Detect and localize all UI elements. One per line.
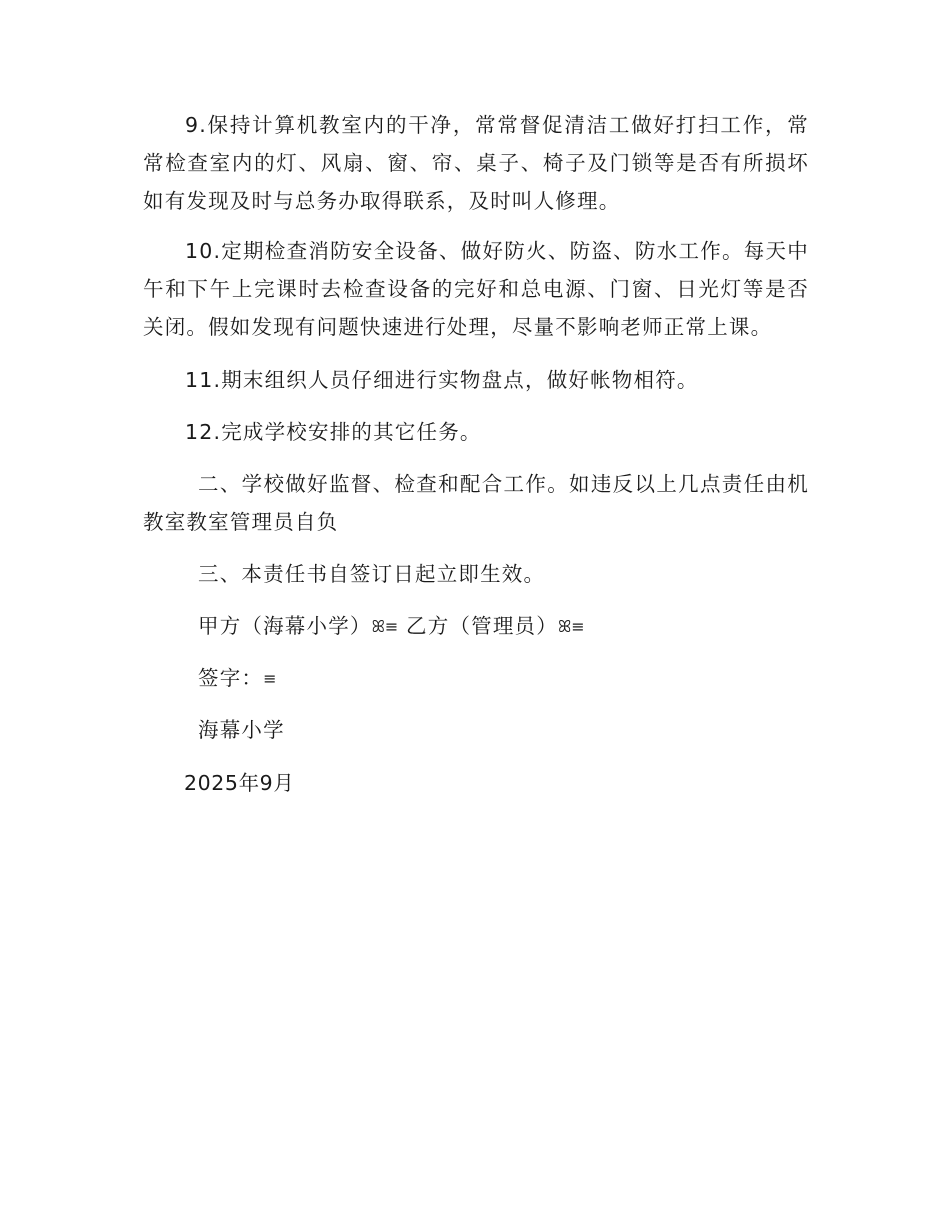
clause-12: 12.完成学校安排的其它任务。: [185, 420, 482, 444]
document-date: 2025年9月: [184, 771, 295, 795]
section-2: 二、学校做好监督、检查和配合工作。如违反以上几点责任由机教室教室管理员自负: [143, 472, 809, 534]
section-3: 三、本责任书自签订日起立即生效。: [198, 562, 546, 586]
party-b-signature-mark: ꕤ≡: [557, 617, 585, 636]
party-a-signature-mark: ꕤ≡: [371, 617, 399, 636]
sign-label: 签字：: [198, 666, 264, 690]
party-a-label: 甲方（海幕小学）: [198, 614, 372, 638]
party-b-label: 乙方（管理员）: [406, 614, 558, 638]
signature-parties: [198, 607, 585, 646]
clause-10: 10.定期检查消防安全设备、做好防火、防盗、防水工作。每天中午和下午上完课时去检查设备的完好和总电源、门窗、日光灯等是否关闭。假如发现有问题快速进行处理，尽量不影响老师正常上课。: [143, 239, 809, 339]
sign-line: [198, 659, 277, 698]
sign-mark: ≡: [263, 669, 277, 688]
clause-9: 9.保持计算机教室内的干净，常常督促清洁工做好打扫工作，常常检查室内的灯、风扇、窗、帘、桌子、椅子及门锁等是否有所损坏如有发现及时与总务办取得联系，及时叫人修理。: [143, 113, 809, 213]
school-name: 海幕小学: [198, 718, 285, 742]
clause-11: 11.期末组织人员仔细进行实物盘点，做好帐物相符。: [185, 368, 699, 392]
